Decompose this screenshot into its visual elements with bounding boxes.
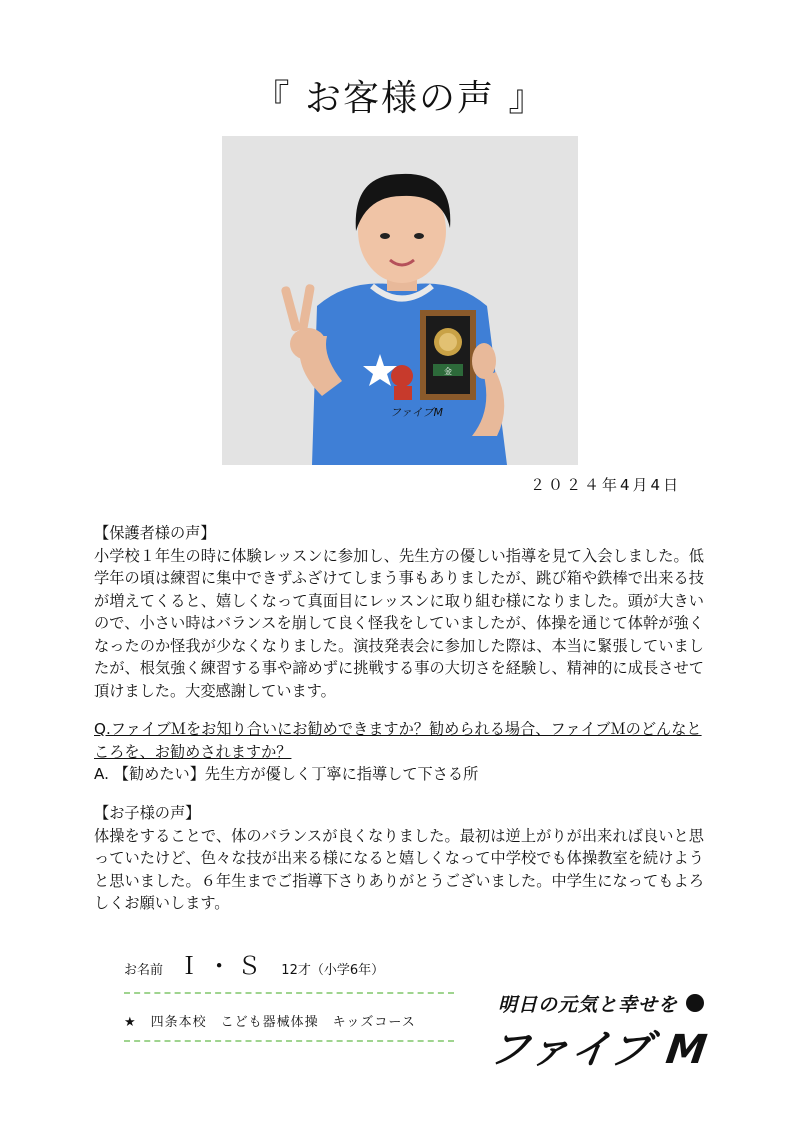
age-text: 12才（小学6年） xyxy=(281,963,385,978)
page-title: 『 お客様の声 』 xyxy=(253,78,547,119)
answer-text: A. 【勧めたい】先生方が優しく丁寧に指導して下さる所 xyxy=(94,765,479,783)
qa-section xyxy=(94,718,704,786)
divider-bottom xyxy=(124,1040,454,1042)
question-text: Q.ファイブＭをお知り合いにお勧めできますか？勧められる場合、ファイブＭのどんなところを、お勧めされますか？ xyxy=(94,720,702,761)
plaque-badge-text: 金 xyxy=(444,367,452,376)
child-voice-text: 体操をすることで、体のバランスが良くなりました。最初は逆上がりが出来れば良いと思っていたけど、色々な技が出来る様になると嬉しくなって中学校でも体操教室を続けようと思いました。６年生までご指導下さりありがとうございました。中学生になってもよろしくお願いします。 xyxy=(94,826,704,912)
photo-illustration xyxy=(222,136,578,465)
logo-slogan: 明日の元気と幸せを xyxy=(498,994,679,1016)
logo-dot-icon xyxy=(686,994,704,1012)
boy-photo xyxy=(222,136,578,465)
profile-name-row xyxy=(124,946,384,981)
shirt-logo-text: ファイブM xyxy=(390,406,443,419)
name-initials: Ｉ・Ｓ xyxy=(177,952,268,980)
school-course-text: ★ 四条本校 こども器械体操 キッズコース xyxy=(124,1015,416,1030)
name-label: お名前 xyxy=(124,963,164,978)
child-voice-heading: 【お子様の声】 xyxy=(94,804,201,822)
parent-voice-section xyxy=(94,522,704,702)
parent-voice-heading: 【保護者様の声】 xyxy=(94,524,216,542)
brand-logo: ファイブ M xyxy=(486,1027,711,1073)
parent-voice-text: 小学校１年生の時に体験レッスンに参加し、先生方の優しい指導を見て入会しました。低学年の頃は練習に集中できずふざけてしまう事もありましたが、跳び箱や鉄棒で出来る技が増えてくると、嬉しくなって真面目にレッスンに取り組む様になりました。頭が大きいので、小さい時はバランスを崩して良く怪我をしていましたが、体操を通じて体幹が強くなったのか怪我が少なくなりました。演技発表会に参加した際は、本当に緊張していましたが、根気強く練習する事や諦めずに挑戦する事の大切さを経験し、精神的に成長させて頂けました。大変感謝しています。 xyxy=(94,546,704,700)
date-text: ２０２４年4月4日 xyxy=(530,476,682,494)
divider-top xyxy=(124,992,454,994)
child-voice-section xyxy=(94,802,704,915)
